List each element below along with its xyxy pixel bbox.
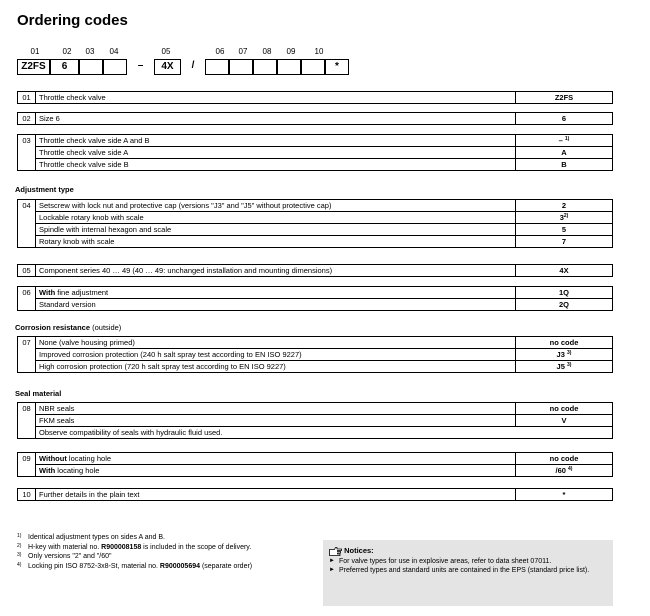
footnote: 2) H-key with material no. R900008158 is included in the scope of delivery. (17, 542, 252, 551)
table-row (18, 92, 613, 104)
row-description: Spindle with internal hexagon and scale (36, 224, 516, 236)
footnote: 3) Only versions "2" and "/60" (17, 552, 112, 560)
row-number: 06 (18, 287, 36, 311)
code-position: 10 (314, 47, 324, 56)
row-description: With locating hole (36, 465, 516, 477)
code-separator: / (191, 60, 195, 71)
row-number: 09 (18, 453, 36, 477)
table-10 (17, 488, 613, 501)
row-description: NBR seals (36, 403, 516, 415)
row-code: A (516, 147, 613, 159)
code-position: 09 (286, 47, 296, 56)
row-code: 2 (516, 200, 613, 212)
row-code: 6 (516, 113, 613, 125)
code-cell (103, 59, 127, 75)
row-code: 1Q (516, 287, 613, 299)
table-09 (17, 452, 613, 477)
table-row (18, 299, 613, 311)
code-cell (277, 59, 301, 75)
row-description: FKM seals (36, 415, 516, 427)
row-description: None (valve housing primed) (36, 337, 516, 349)
table-row (18, 200, 613, 212)
table-03 (17, 134, 613, 171)
notices-box (323, 540, 613, 606)
row-description: Without locating hole (36, 453, 516, 465)
row-code: B (516, 159, 613, 171)
notices-heading: Notices: (329, 546, 607, 556)
code-position: 01 (30, 47, 40, 56)
row-number: 10 (18, 489, 36, 501)
table-row (18, 265, 613, 277)
row-code: – $^{1)}$ (516, 135, 613, 147)
row-description: Observe compatibility of seals with hydraulic fluid used. (36, 427, 613, 439)
section-heading-seal: Seal material (15, 389, 62, 398)
row-description: Setscrew with lock nut and protective cap (versions "J3" and "J5" without protective cap) (36, 200, 516, 212)
notice-item: ► Preferred types and standard units are contained in the EPS (standard price list). (329, 566, 607, 576)
table-08 (17, 402, 613, 439)
row-code: * (516, 489, 613, 501)
row-number: 07 (18, 337, 36, 373)
code-cell: 6 (50, 59, 79, 75)
table-row (18, 212, 613, 224)
row-number: 02 (18, 113, 36, 125)
row-description: Improved corrosion protection (240 h salt spray test according to EN ISO 9227) (36, 349, 516, 361)
row-code: /60 $^{4)}$ (516, 465, 613, 477)
code-cell (79, 59, 103, 75)
table-row (18, 147, 613, 159)
footnotes (17, 533, 307, 571)
code-position: 07 (238, 47, 248, 56)
footnote: 1) Identical adjustment types on sides A and B. (17, 533, 165, 541)
row-code: V (516, 415, 613, 427)
code-position: 06 (215, 47, 225, 56)
row-number: 03 (18, 135, 36, 171)
row-code: J3 $^{3)}$ (516, 349, 613, 361)
row-description: High corrosion protection (720 h salt spray test according to EN ISO 9227) (36, 361, 516, 373)
row-description: Throttle check valve (36, 92, 516, 104)
table-row (18, 337, 613, 349)
row-description: Size 6 (36, 113, 516, 125)
table-row (18, 113, 613, 125)
code-position: 05 (161, 47, 171, 56)
row-description: Throttle check valve side B (36, 159, 516, 171)
row-code: 5 (516, 224, 613, 236)
code-cell (301, 59, 325, 75)
code-position: 04 (109, 47, 119, 56)
row-description: Component series 40 … 49 (40 … 49: unchanged installation and mounting dimensions) (36, 265, 516, 277)
row-code: 3$^{2)}$ (516, 212, 613, 224)
row-code: 7 (516, 236, 613, 248)
table-row (18, 135, 613, 147)
footnote-ref: 3) (566, 362, 572, 368)
row-number: 05 (18, 265, 36, 277)
row-description: Lockable rotary knob with scale (36, 212, 516, 224)
table-row (18, 427, 613, 439)
row-number: 08 (18, 403, 36, 439)
code-position: 08 (262, 47, 272, 56)
row-description: Throttle check valve side A and B (36, 135, 516, 147)
row-description: With fine adjustment (36, 287, 516, 299)
table-row (18, 361, 613, 373)
table-04 (17, 199, 613, 248)
code-separator: – (137, 60, 144, 71)
code-cell: 4X (154, 59, 181, 75)
table-07 (17, 336, 613, 373)
row-description: Further details in the plain text (36, 489, 516, 501)
table-row (18, 465, 613, 477)
table-row (18, 287, 613, 299)
row-code: no code (516, 453, 613, 465)
row-description: Rotary knob with scale (36, 236, 516, 248)
page-title: Ordering codes (17, 12, 128, 29)
table-row (18, 159, 613, 171)
code-position: 02 (62, 47, 72, 56)
footnote-ref: 3) (566, 350, 572, 356)
row-code: no code (516, 403, 613, 415)
row-description: Throttle check valve side A (36, 147, 516, 159)
footnote: 4) Locking pin ISO 8752-3x8-St, material no. R900005694 (separate order) (17, 561, 253, 570)
footnote-ref: 4) (568, 466, 573, 472)
table-02 (17, 112, 613, 125)
code-cell: Z2FS (17, 59, 50, 75)
row-code: J5 $^{3)}$ (516, 361, 613, 373)
row-description: Standard version (36, 299, 516, 311)
table-01 (17, 91, 613, 104)
table-row (18, 403, 613, 415)
row-code: Z2FS (516, 92, 613, 104)
table-row (18, 224, 613, 236)
code-cell (253, 59, 277, 75)
code-cell (205, 59, 229, 75)
pointing-hand-icon (329, 547, 342, 556)
table-row (18, 349, 613, 361)
footnote-ref: 1) (564, 136, 570, 142)
section-heading-adjustment: Adjustment type (15, 185, 74, 194)
table-row (18, 236, 613, 248)
table-row (18, 453, 613, 465)
row-number: 01 (18, 92, 36, 104)
section-heading-corrosion: Corrosion resistance (outside) (15, 323, 122, 332)
row-code: 4X (516, 265, 613, 277)
row-number: 04 (18, 200, 36, 248)
code-position: 03 (85, 47, 95, 56)
footnote-ref: 2) (563, 213, 569, 219)
table-row (18, 415, 613, 427)
row-code: 2Q (516, 299, 613, 311)
table-row (18, 489, 613, 501)
row-code: no code (516, 337, 613, 349)
notice-item: ► For valve types for use in explosive areas, refer to data sheet 07011. (329, 557, 607, 567)
table-06 (17, 286, 613, 311)
table-05 (17, 264, 613, 277)
code-cell (229, 59, 253, 75)
code-cell: * (325, 59, 349, 75)
